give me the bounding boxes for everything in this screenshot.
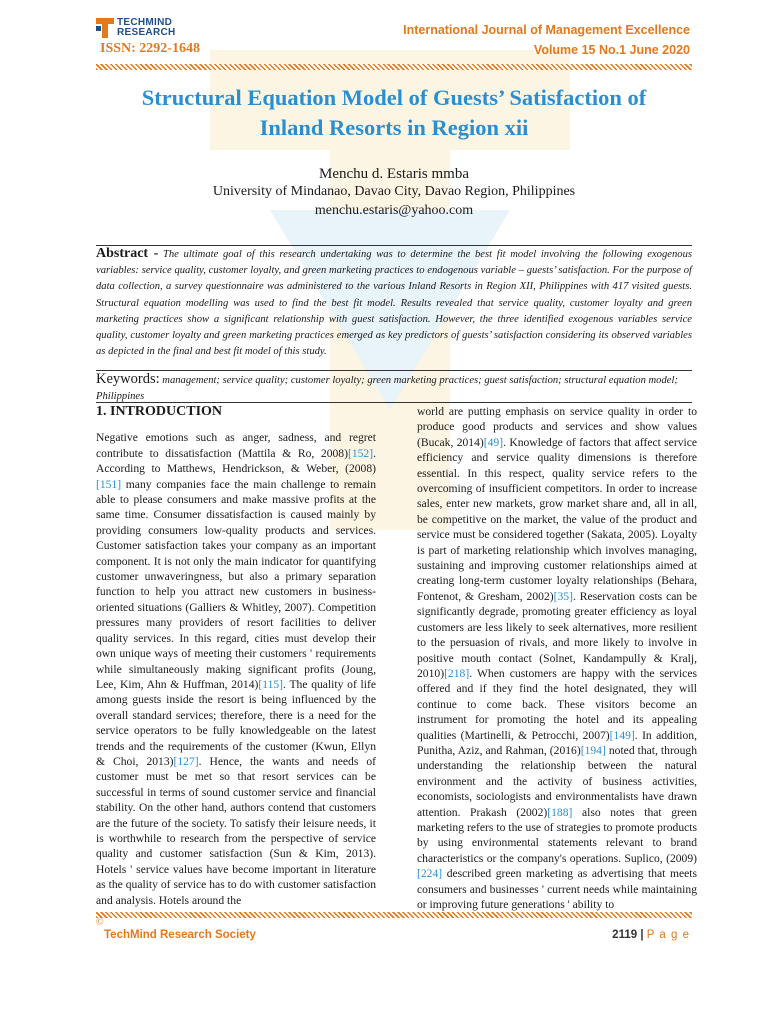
body-text: . Reservation costs can be significantly degrade, promoting greater efficiency as loyal customers are less likely to seek alternatives, more resilient to the persuasion of rivals, and more likely to involve in positive mouth contact (Solnet, Kandampully & Kralj, 2010) <box>417 589 697 680</box>
right-paragraph <box>417 404 697 912</box>
keywords-text: management; service quality; customer loyalty; green marketing practices; guest satisfaction; structural equation model; Philippines <box>96 375 678 402</box>
title-line-1: Structural Equation Model of Guests’ Satisfaction of <box>141 85 647 110</box>
keywords-bottom-rule <box>96 402 692 403</box>
author-affiliation: University of Mindanao, Davao City, Davao Region, Philippines <box>212 184 576 199</box>
body-text: many companies face the main challenge to remain able to please consumers and make massive profits at the same time. Consumer dissatisfaction is caused mainly by providing consumers low-quality products and services. Customer satisfaction takes your company as an important component. It is not only the main indicator for quantifying customer unwaveringness, but also a primary separation function to help you attract new customers in business-oriented situations (Galliers & Whitley, 2007). Competition pressures many providers of resort facilities to deliver quality services. In this regard, cities must develop their own unique ways of meeting their customers ' requirements while simultaneously making significant profits (Joung, Lee, Kim, Ahn & Huffman, 2014) <box>96 477 376 691</box>
journal-volume: Volume 15 No.1 June 2020 <box>533 43 690 57</box>
logo-line-1: TECHMIND <box>117 17 173 28</box>
body-text: noted that, through understanding the relationship between the natural environment and the activity of business activities, economists, sociologists and environmentalists have drawn attention. Prakash (2002) <box>417 743 697 819</box>
author-name: Menchu d. Estaris mmba <box>319 166 469 182</box>
left-paragraph <box>96 430 376 908</box>
body-text: . Hence, the wants and needs of customer must be met so that resort services can be successful in terms of sound customer service and financial stability. On the other hand, authors contend that customers are the future of the society. To satisfy their leisure needs, it is worthwhile to research from the perspective of service quality and customer satisfaction (Sun & Kim, 2013). Hotels ' service values have become important in literature as the quality of service has to do with customer satisfaction and analysis. Hotels around the <box>96 754 376 907</box>
citation-link[interactable]: [188] <box>547 805 573 819</box>
techmind-logo-icon <box>96 18 114 38</box>
citation-link[interactable]: [152] <box>347 446 374 460</box>
abstract <box>96 246 692 360</box>
author-email[interactable]: menchu.estaris@yahoo.com <box>314 203 474 218</box>
body-text: world are putting emphasis on service quality in order to produce good products and services and show values (Bucak, 2014) <box>417 405 697 449</box>
body-text: . According to Matthews, Hendrickson, & Weber, (2008) <box>96 446 376 476</box>
right-column <box>417 404 697 912</box>
publisher-logo <box>96 18 176 38</box>
page-number: 2119 <box>612 929 638 941</box>
citation-link[interactable]: [218] <box>444 666 470 680</box>
citation-link[interactable]: [149] <box>609 728 635 742</box>
body-text: . In addition, Punitha, Aziz, and Rahman, (2016) <box>417 728 698 757</box>
page-word: P a g e <box>646 929 690 941</box>
abstract-label: Abstract - <box>96 246 159 261</box>
title-line-2: Inland Resorts in Region xii <box>259 115 529 140</box>
left-column <box>96 404 376 908</box>
citation-link[interactable]: [194] <box>580 743 606 757</box>
citation-link[interactable]: [115] <box>258 677 284 691</box>
body-text: . Knowledge of factors that affect service efficiency and service quality dimensions is therefore essential. In this respect, quality service refers to the overcoming of insufficient competitors. In order to increase sales, enter new markets, grow market share and, all in all, be competitive on the market, the value of the product and service must be considered together (Sakata, 2005). Loyalty is part of marketing relationship which involves managing, sustaining and improving customer relationships aimed at creating long-term customer loyalty relationships (Behara, Fontenot, & Gresham, 2002) <box>417 435 697 603</box>
footer-society: TechMind Research Society <box>104 929 256 941</box>
citation-link[interactable]: [35] <box>553 589 573 603</box>
body-text: Negative emotions such as anger, sadness, and regret contribute to dissatisfaction (Mattila & Ro, 2008) <box>96 431 376 460</box>
section-heading: 1. INTRODUCTION <box>96 404 223 419</box>
header-divider <box>96 64 692 70</box>
logo-line-2: RESEARCH <box>117 27 176 38</box>
citation-link[interactable]: [224] <box>417 867 443 881</box>
footer-page <box>612 929 690 941</box>
copyright-symbol: © <box>96 917 104 928</box>
paper-title <box>96 83 692 143</box>
abstract-text: The ultimate goal of this research undertaking was to determine the best fit model involving the following exogenous variables: service quality, customer loyalty, and green marketing practices to endogenous variable – guests’ satisfaction. For the purpose of data collection, a survey questionnaire was administered to the various Inland Resorts in Region XII, Philippines with 417 visited guests. Structural equation modelling was used to find the best fit model. Results revealed that service quality, customer loyalty and green marketing practices show a significant relationship with guest satisfaction. However, the three identified exogenous variables service quality, customer loyalty and green marketing practices emerged as key predictors of guests’ satisfaction considering its observed variables as depicted in the final and best fit model of this study. <box>96 249 692 358</box>
page-separator: | <box>640 929 644 941</box>
journal-name: International Journal of Management Excellence <box>403 23 690 37</box>
citation-link[interactable]: [127] <box>173 754 199 768</box>
body-text: described green marketing as advertising that meets consumers and businesses ' current needs while maintaining or improving future generations ' ability to <box>417 867 697 911</box>
issn: ISSN: 2292-1648 <box>100 41 200 56</box>
citation-link[interactable]: [49] <box>483 435 504 449</box>
body-text: . The quality of life among guests inside the resort is being influenced by the overall standard services; therefore, there is a need for the service operators to be fully knowledgeable on the latest trends and the requirements of the customer (Kwun, Ellyn & Choi, 2013) <box>96 677 376 768</box>
keywords <box>96 371 692 405</box>
keywords-label: Keywords: <box>96 371 160 387</box>
journal-header <box>403 20 690 60</box>
body-text: also notes that green marketing refers to the use of strategies to promote products by using environmental statements relevant to brand characteristics or the company's operations. Suplico, (2009) <box>417 805 697 865</box>
footer-divider <box>96 912 692 918</box>
body-text: . When customers are happy with the services offered and if they find the hotel designated, they will continue to come back. These visitors become an instrument for promoting the hotel and its appealing qualities (Martinelli, & Petrocchi, 2007) <box>417 666 697 742</box>
citation-link[interactable]: [151] <box>96 477 122 491</box>
